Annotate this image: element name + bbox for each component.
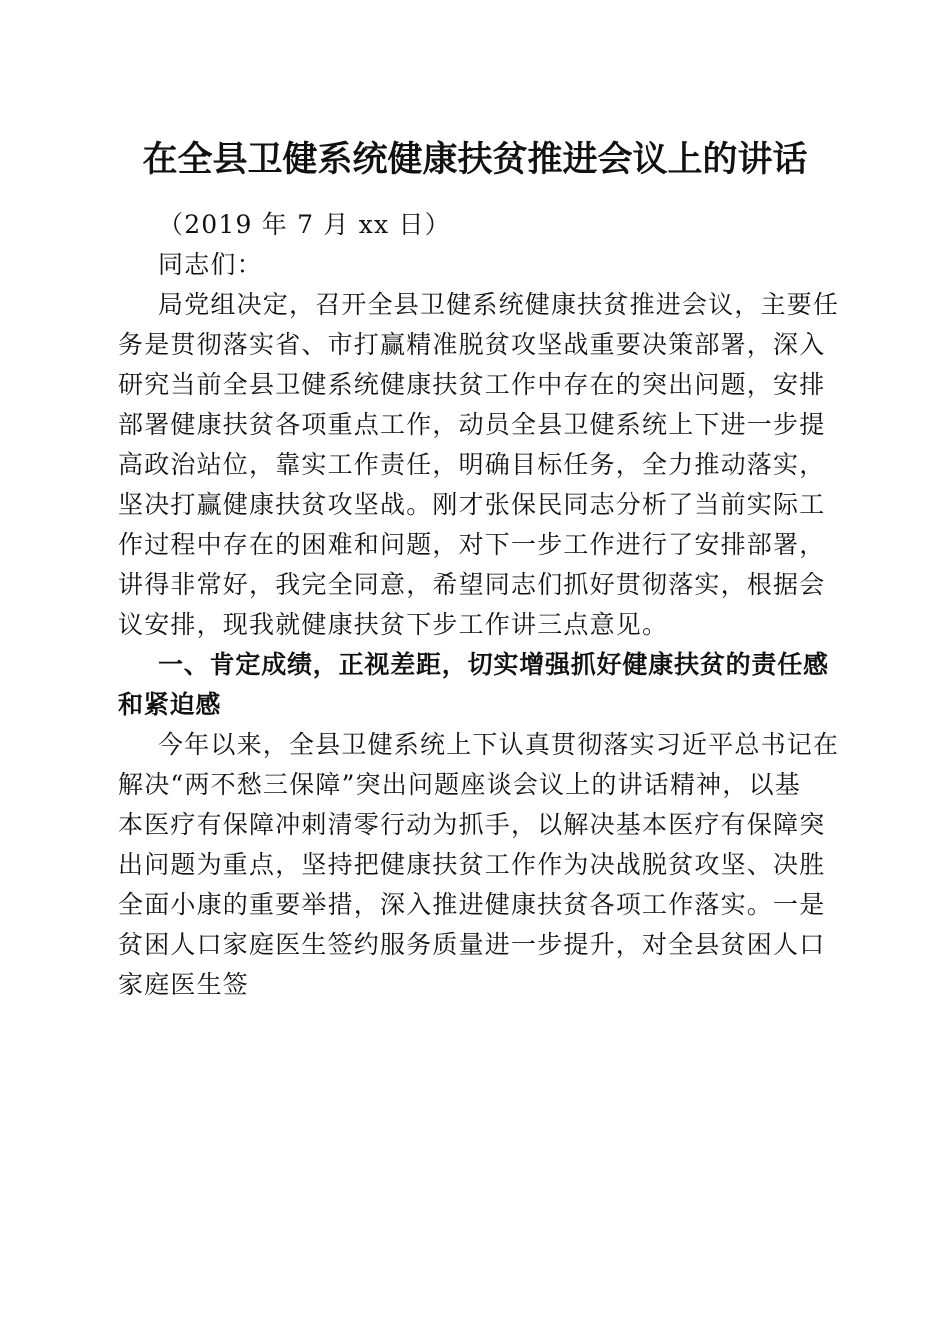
document-body (118, 205, 840, 1005)
paragraph-line: 本医疗有保障冲刺清零行动为抓手，以解决基本医疗有保障突 (118, 810, 826, 839)
paragraph-line: 坚决打赢健康扶贫攻坚战。刚才张保民同志分析了当前实际工 (118, 490, 826, 519)
paragraph-line: 议安排，现我就健康扶贫下步工作讲三点意见。 (118, 610, 669, 639)
section-1-paragraph (118, 725, 840, 1005)
paragraph-line: 出问题为重点，坚持把健康扶贫工作作为决战脱贫攻坚、决胜 (118, 850, 826, 879)
paragraph-line: 局党组决定，召开全县卫健系统健康扶贫推进会议，主要任 (158, 290, 840, 319)
section-1-heading (118, 645, 830, 725)
paragraph-line: 务是贯彻落实省、市打赢精准脱贫攻坚战重要决策部署，深入 (118, 330, 826, 359)
intro-paragraph (118, 285, 840, 645)
paragraph-line: 作过程中存在的困难和问题，对下一步工作进行了安排部署， (118, 530, 826, 559)
paragraph-line: 高政治站位，靠实工作责任，明确目标任务，全力推动落实， (118, 450, 826, 479)
heading-line: 一、肯定成绩，正视差距，切实增强抓好健康扶贫的责任感 (158, 650, 829, 679)
speech-date: （2019 年 7 月 xx 日） (158, 210, 451, 239)
greeting: 同志们： (158, 250, 263, 279)
paragraph-line: 解决“两不愁三保障”突出问题座谈会议上的讲话精神，以基 (118, 770, 801, 799)
paragraph-line: 贫困人口家庭医生签约服务质量进一步提升，对全县贫困人口 (118, 930, 826, 959)
paragraph-line: 讲得非常好，我完全同意，希望同志们抓好贯彻落实，根据会 (118, 570, 826, 599)
paragraph-line: 研究当前全县卫健系统健康扶贫工作中存在的突出问题，安排 (118, 370, 826, 399)
page-title: 在全县卫健系统健康扶贫推进会议上的讲话 (142, 139, 808, 180)
paragraph-line: 今年以来，全县卫健系统上下认真贯彻落实习近平总书记在 (158, 730, 840, 759)
paragraph-line: 家庭医生签 (118, 970, 250, 999)
paragraph-line: 部署健康扶贫各项重点工作，动员全县卫健系统上下进一步提 (118, 410, 826, 439)
paragraph-line: 全面小康的重要举措，深入推进健康扶贫各项工作落实。一是 (118, 890, 826, 919)
heading-line: 和紧迫感 (118, 690, 222, 719)
